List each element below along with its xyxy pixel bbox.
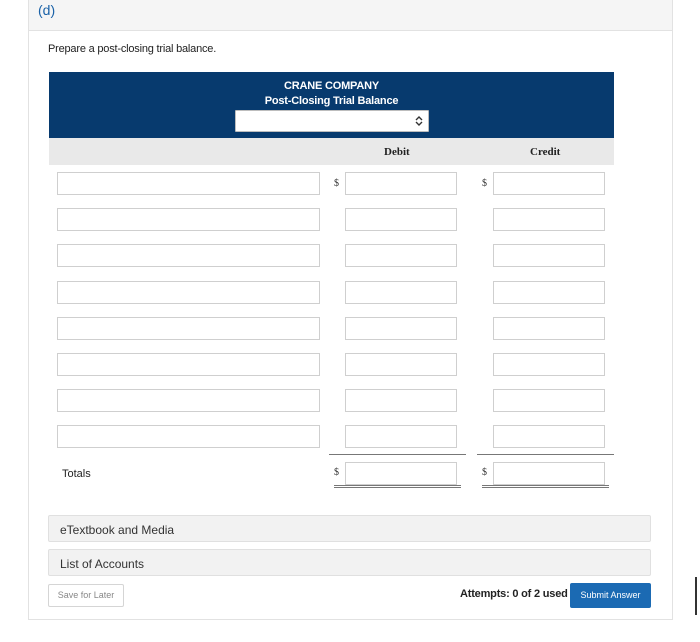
account-input[interactable] [57,353,320,376]
credit-total-double-rule [482,485,609,488]
debit-input[interactable] [345,172,457,195]
credit-input[interactable] [493,389,605,412]
total-credit-dollar-sign: $ [482,467,487,478]
credit-input[interactable] [493,317,605,340]
company-name: CRANE COMPANY [284,80,379,92]
debit-input[interactable] [345,389,457,412]
list-of-accounts-link[interactable] [48,549,651,576]
debit-dollar-sign: $ [334,178,339,189]
statement-title: Post-Closing Trial Balance [264,95,399,107]
etextbook-media-label: eTextbook and Media [60,523,175,537]
credit-input[interactable] [493,425,605,448]
account-input[interactable] [57,317,320,340]
account-input[interactable] [57,389,320,412]
credit-input[interactable] [493,244,605,267]
instruction-text: Prepare a post-closing trial balance. [48,43,217,55]
total-debit-input[interactable] [345,462,457,485]
totals-label: Totals [62,468,91,480]
debit-column-header: Debit [384,146,410,158]
account-input[interactable] [57,172,320,195]
total-debit-dollar-sign: $ [334,467,339,478]
attempts-counter: Attempts: 0 of 2 used [460,588,568,600]
credit-dollar-sign: $ [482,178,487,189]
debit-input[interactable] [345,244,457,267]
column-header-row [49,138,614,165]
credit-input[interactable] [493,208,605,231]
credit-input[interactable] [493,172,605,195]
account-input[interactable] [57,208,320,231]
account-input[interactable] [57,244,320,267]
save-for-later-button[interactable]: Save for Later [48,584,124,607]
credit-input[interactable] [493,281,605,304]
submit-answer-button[interactable]: Submit Answer [570,583,651,608]
date-select[interactable] [235,110,429,132]
part-label: (d) [38,2,56,18]
list-of-accounts-label: List of Accounts [60,557,145,571]
trial-balance-header [49,72,614,138]
debit-input[interactable] [345,208,457,231]
account-input[interactable] [57,425,320,448]
etextbook-media-link[interactable] [48,515,651,542]
debit-total-double-rule [334,485,461,488]
debit-subtotal-rule [329,454,466,455]
credit-subtotal-rule [477,454,614,455]
debit-input[interactable] [345,425,457,448]
total-credit-input[interactable] [493,462,605,485]
scrollbar-thumb[interactable] [695,577,697,615]
part-header [28,0,673,31]
credit-column-header: Credit [530,146,561,158]
debit-input[interactable] [345,281,457,304]
credit-input[interactable] [493,353,605,376]
updown-caret-icon [415,115,423,127]
debit-input[interactable] [345,317,457,340]
account-input[interactable] [57,281,320,304]
debit-input[interactable] [345,353,457,376]
